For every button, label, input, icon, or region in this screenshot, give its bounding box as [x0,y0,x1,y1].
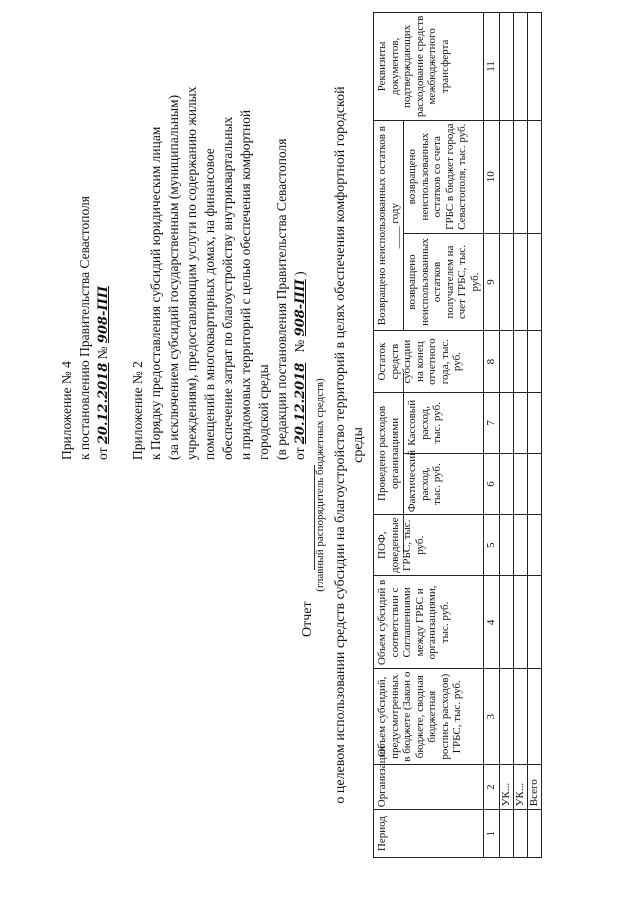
table-cell [499,120,513,233]
date2-prefix: от [292,447,307,460]
header-line-1: к Порядку предоставления субсидий юридическим лицам [148,126,163,460]
table-cell [499,515,513,576]
table-cell [513,233,527,331]
column-number: 9 [484,233,500,331]
header-line-5: обеспечение затрат по благоустройству внутриквартальных [220,116,235,460]
col-subsidy-agreements-header: Объем субсидий в соответствии с Соглашениями между ГРБС и организациями, тыс. руб. [374,576,484,669]
header-row-1 [374,13,404,858]
header-line-8: (в редакции постановления Правительства Севастополя [274,138,289,460]
column-number: 2 [484,764,500,809]
header-line-4: помещений в многоквартирных домах, на финансовое [202,148,217,460]
table-cell [513,120,527,233]
col-actual-expense-header: Фактический расход, тыс. руб. [404,453,484,514]
table-cell [527,669,541,765]
period-cell [513,810,527,858]
table-cell [513,669,527,765]
report-title: Отчет [300,601,315,637]
column-number: 1 [484,810,500,858]
table-row [513,13,527,858]
col-remainder-header: Остаток средств субсидии на конец отчетного года, тыс. руб. [374,331,484,392]
table-cell [499,331,513,392]
col-requisites-header: Реквизиты документов, подтверждающих расходование средств межбюджетного трансферта [374,13,484,121]
table-cell [513,453,527,514]
column-number: 10 [484,120,500,233]
col-subsidy-budget-header: Объем субсидий, предусмотренных в бюджете (Закон о бюджете, сводная бюджетная роспись расходов) ГРБС, тыс. руб. [374,669,484,765]
column-number: 8 [484,331,500,392]
column-number-row [484,13,500,858]
resolution-date-line [94,30,113,460]
organization-cell: УК... [499,764,513,809]
col-returned-recipient-header: возвращено неиспользованных остатков получателем на счет ГРБС, тыс. руб. [404,233,484,331]
column-number: 3 [484,669,500,765]
table-cell [527,120,541,233]
table-cell [513,576,527,669]
table-cell [499,453,513,514]
appendix2-title: Приложение № 2 [130,361,145,460]
table-cell [527,392,541,453]
spacer [113,30,129,460]
number-sign: № [95,346,110,360]
header-line-7: городской среды [256,364,271,460]
col-cash-expense-header: Кассовый расход, тыс. руб. [404,392,484,453]
organization-cell: УК... [513,764,527,809]
table-row [527,13,541,858]
header-line-6: и придомовых территорий с целью обеспечения комфортной [238,109,253,460]
edition-date-line [291,30,310,460]
table-row [499,13,513,858]
table-cell [513,392,527,453]
col-organization-header: Организации [374,764,484,809]
col-period-header: Период [374,810,484,858]
col-returned-budget-header: возвращено неиспользованных остатков со счета ГРБС в бюджет города Севастополя, тыс. руб. [404,120,484,233]
resolution-number: 908-ПП [96,285,111,344]
header-line-3: учреждениям), предоставляющим услуги по содержанию жилых [184,86,199,460]
organization-cell: Всего [527,764,541,809]
edition-number: 908-ПП [293,279,308,337]
table-cell [527,331,541,392]
table-cell [513,515,527,576]
report-subtitle: (главный распорядитель бюджетных средств) [314,378,326,592]
table-cell [499,669,513,765]
table-cell [527,453,541,514]
table-cell [527,576,541,669]
column-number: 11 [484,13,500,121]
date-prefix: от [95,447,110,460]
appendix-title: Приложение № 4 [59,361,74,460]
header-line-2: (за исключением субсидий государственным (муниципальным) [166,94,181,460]
report-main-title-cont: среды [351,427,366,463]
col-expenses-group-header: Проведено расходов организациями [374,392,404,514]
resolution-date: 20.12.2018 [96,362,111,445]
table-cell [499,13,513,121]
table-cell [527,13,541,121]
table-cell [499,576,513,669]
column-number: 5 [484,515,500,576]
col-returned-group-header: Возвращено неиспользованных остатков в ____ году [374,120,404,331]
resolution-ref: к постановлению Правительства Севастополя [77,196,92,460]
period-cell [527,810,541,858]
column-number: 7 [484,392,500,453]
table-cell [527,233,541,331]
report-main-title: о целевом использовании средств субсидии на благоустройство территорий в целях обеспечения комфортной городской [333,86,348,804]
table-cell [513,13,527,121]
table-cell [499,233,513,331]
report-table [373,12,542,858]
table-cell [513,331,527,392]
column-number: 6 [484,453,500,514]
close-paren: ) [292,271,307,276]
table-cell [527,515,541,576]
number2-sign: № [292,339,307,353]
column-number: 4 [484,576,500,669]
table-cell [499,392,513,453]
period-cell [499,810,513,858]
edition-date: 20.12.2018 [293,362,308,445]
appendix-header [58,30,310,460]
col-pof-header: ПОФ, доведенные ГРБС, тыс. руб. [374,515,484,576]
